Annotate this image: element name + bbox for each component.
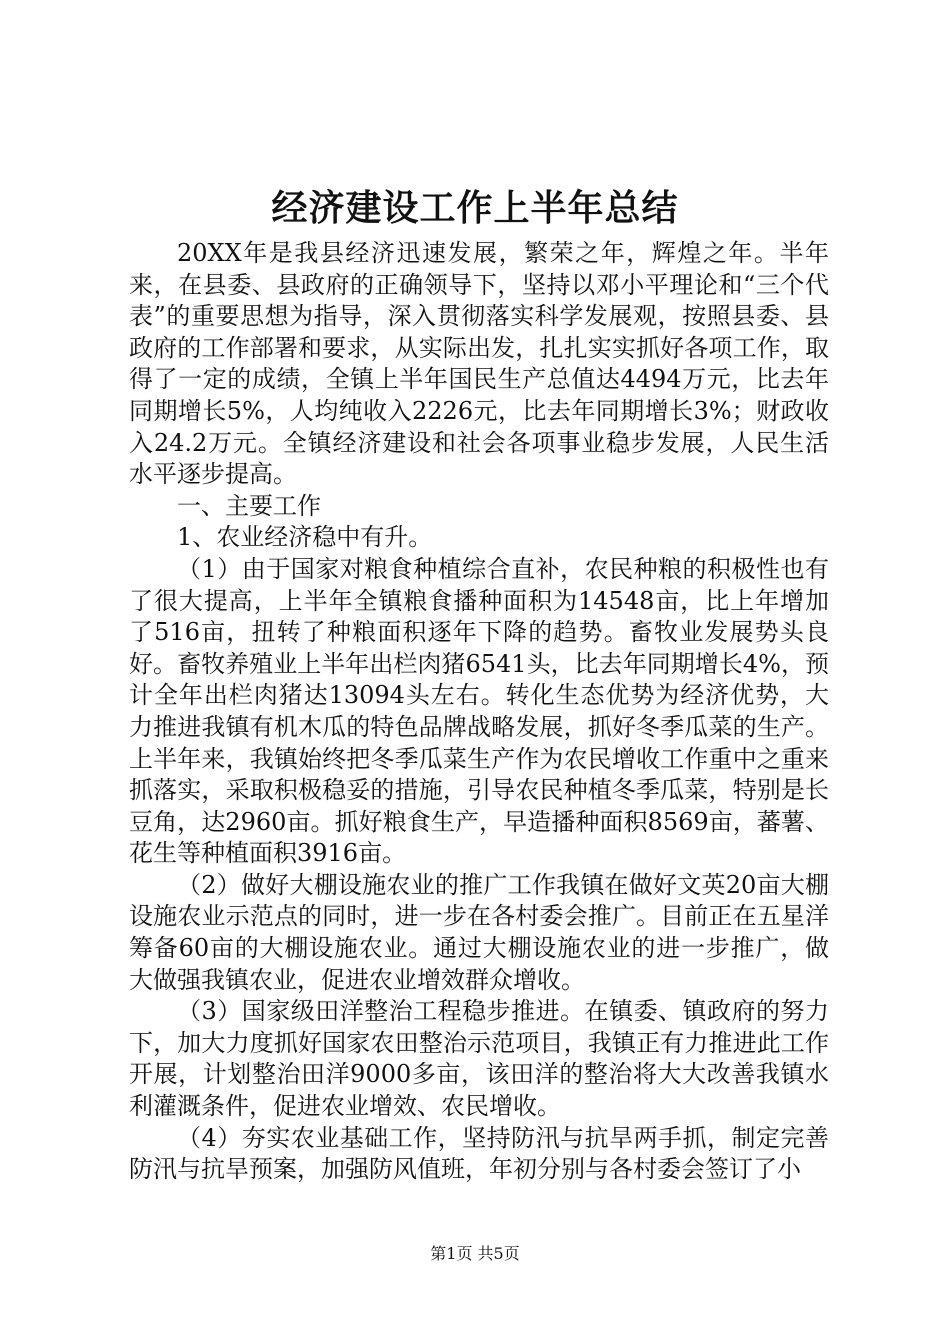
paragraph-item-2: （2）做好大棚设施农业的推广工作我镇在做好文英20亩大棚设施农业示范点的同时，进一步在各村委会推广。目前正在五星洋筹备60亩的大棚设施农业。通过大棚设施农业的进一步推广，做大做强我镇农业，促进农业增效群众增收。: [129, 870, 829, 994]
document-body: [129, 238, 829, 1186]
page-number-footer: 第1页 共5页: [430, 1244, 520, 1263]
document-title: 经济建设工作上半年总结: [271, 187, 679, 229]
paragraph-intro: 20XX年是我县经济迅速发展，繁荣之年，辉煌之年。半年来，在县委、县政府的正确领导下，坚持以邓小平理论和“三个代表”的重要思想为指导，深入贯彻落实科学发展观，按照县委、县政府的工作部署和要求，从实际出发，扎扎实实抓好各项工作，取得了一定的成绩，全镇上半年国民生产总值达4494万元，比去年同期增长5%，人均纯收入2226元，比去年同期增长3%；财政收入24.2万元。全镇经济建设和社会各项事业稳步发展，人民生活水平逐步提高。: [129, 239, 829, 489]
paragraph-item-1: （1）由于国家对粮食种植综合直补，农民种粮的积极性也有了很大提高，上半年全镇粮食播种面积为14548亩，比上年增加了516亩，扭转了种粮面积逐年下降的趋势。畜牧业发展势头良好。畜牧养殖业上半年出栏肉猪6541头，比去年同期增长4%，预计全年出栏肉猪达13094头左右。转化生态优势为经济优势，大力推进我镇有机木瓜的特色品牌战略发展，抓好冬季瓜菜的生产。上半年来，我镇始终把冬季瓜菜生产作为农民增收工作重中之重来抓落实，采取积极稳妥的措施，引导农民种植冬季瓜菜，特别是长豆角，达2960亩。抓好粮食生产，早造播种面积8569亩，蕃薯、花生等种植面积3916亩。: [129, 554, 829, 868]
section-heading: 一、主要工作: [177, 491, 321, 520]
paragraph-item-4: （4）夯实农业基础工作，坚持防汛与抗旱两手抓，制定完善防汛与抗旱预案，加强防风值班，年初分别与各村委会签订了小: [129, 1123, 829, 1184]
subsection-heading: 1、农业经济稳中有升。: [177, 523, 433, 552]
paragraph-item-3: （3）国家级田洋整治工程稳步推进。在镇委、镇政府的努力下，加大力度抓好国家农田整治示范项目，我镇正有力推进此工作开展，计划整治田洋9000多亩，该田洋的整治将大大改善我镇水利灌溉条件，促进农业增效、农民增收。: [129, 997, 829, 1121]
